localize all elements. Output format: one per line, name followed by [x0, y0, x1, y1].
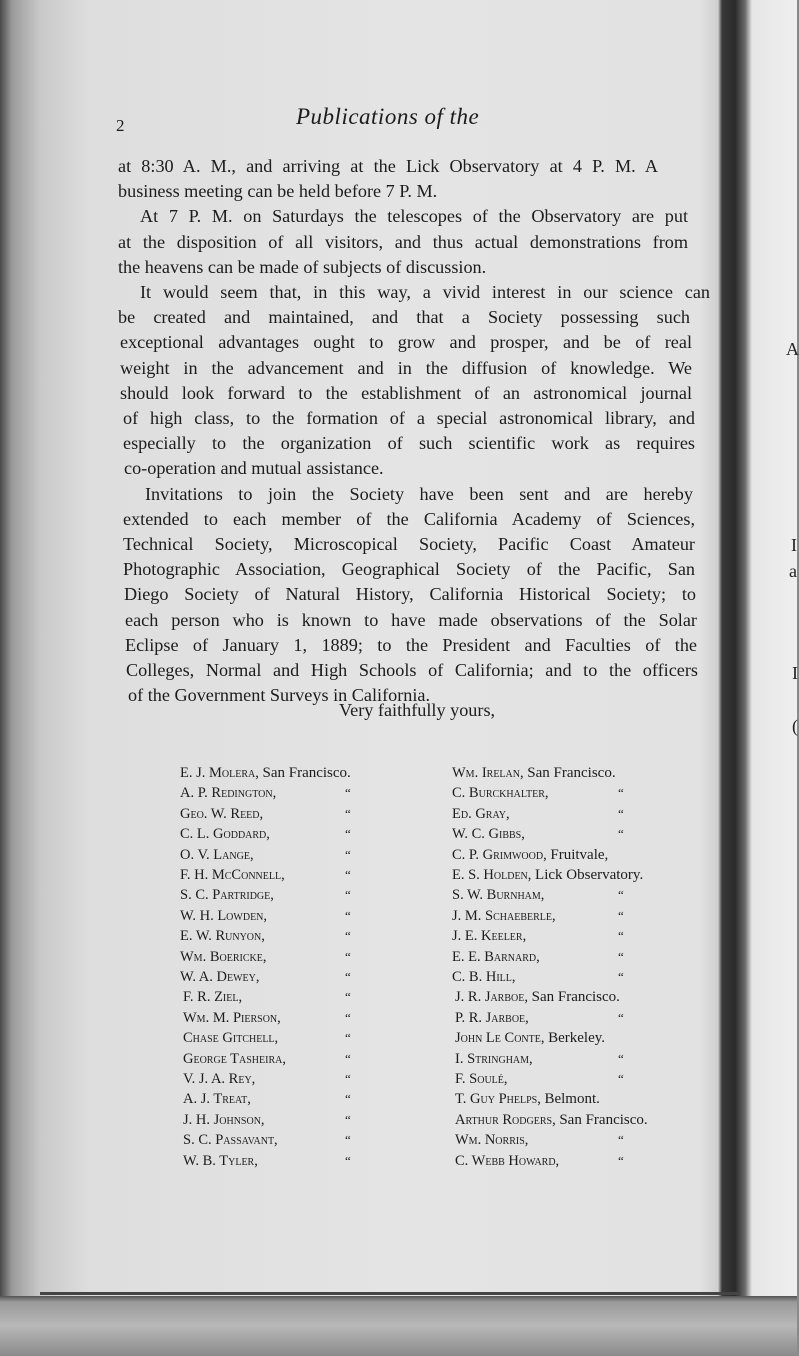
signatory-place: San Francisco.: [531, 989, 620, 1006]
ditto-mark: “: [345, 1009, 351, 1025]
signatory: [183, 1152, 258, 1170]
ditto-mark: “: [345, 1091, 351, 1107]
signatory: [452, 927, 526, 945]
ditto-mark: “: [618, 805, 624, 821]
ditto-mark: “: [618, 1152, 624, 1168]
signatory: [452, 886, 544, 904]
ditto-mark: “: [345, 1050, 351, 1066]
signatory: [455, 1009, 529, 1027]
signatory-name: George Tasheira,: [183, 1050, 286, 1067]
signatory: [180, 764, 351, 782]
signatory: [452, 805, 510, 823]
signatory-place: Fruitvale,: [550, 846, 609, 863]
signatory: [183, 1009, 281, 1027]
body-line: exceptional advantages ought to grow and prosper, and be of real: [120, 332, 692, 353]
signatory-name: C. P. Grimwood,: [452, 846, 547, 863]
signatory: [183, 1090, 251, 1108]
signatory: [455, 1152, 559, 1170]
body-line: extended to each member of the California Academy of Sciences,: [123, 508, 695, 529]
ditto-mark: “: [345, 928, 351, 944]
signatory: [455, 1131, 528, 1149]
closing: Very faithfully yours,: [339, 700, 496, 720]
facing-page-letter: A: [786, 339, 799, 359]
signatory: [180, 948, 266, 966]
facing-page-letter: I: [792, 663, 798, 683]
signatory: [452, 866, 643, 884]
signatory: [452, 764, 616, 782]
body-line: Technical Society, Microscopical Society, Pacific Coast Amateur: [123, 534, 695, 554]
ditto-mark: “: [345, 826, 351, 842]
signatory-name: J. M. Schaeberle,: [452, 907, 556, 924]
signatory: [183, 988, 242, 1006]
signatory: [180, 968, 260, 986]
signatory-name: John Le Conte,: [455, 1030, 545, 1047]
body-line: at the disposition of all visitors, and thus actual demonstrations from: [118, 231, 688, 252]
body-line: of high class, to the formation of a special astronomical library, and: [123, 408, 695, 428]
ditto-mark: “: [618, 1050, 624, 1066]
facing-page-letter: (: [792, 716, 798, 736]
ditto-mark: “: [618, 928, 624, 944]
signatory: [183, 1029, 278, 1047]
signatory-place: San Francisco.: [527, 765, 616, 781]
signatory-name: Wm. Irelan,: [452, 765, 524, 781]
ditto-mark: “: [345, 948, 351, 964]
signatory: [452, 968, 516, 986]
body-line: It would seem that, in this way, a vivid interest in our science can: [140, 282, 710, 302]
signatory: [455, 1111, 648, 1129]
body-line: business meeting can be held before 7 P. M.: [118, 181, 438, 202]
signatory-place: Belmont.: [544, 1091, 600, 1108]
signatory-place: San Francisco.: [559, 1111, 648, 1128]
signatory: [180, 866, 285, 884]
signatory-name: W. C. Gibbs,: [452, 826, 525, 843]
signatory: [180, 907, 267, 925]
ditto-mark: “: [618, 969, 624, 984]
ditto-mark: “: [618, 1071, 624, 1086]
signatory-name: A. P. Redington,: [180, 785, 277, 802]
facing-page-letter: a: [789, 561, 797, 581]
ditto-mark: “: [618, 907, 624, 923]
signatory-name: Wm. M. Pierson,: [183, 1009, 281, 1026]
signatory-name: E. J. Molera,: [180, 765, 259, 781]
facing-page-letter: I: [791, 535, 797, 555]
signatory: [183, 1070, 255, 1088]
signatory: [452, 846, 608, 864]
signatory-name: J. E. Keeler,: [452, 928, 527, 945]
body-line: At 7 P. M. on Saturdays the telescopes of the Observatory are put: [140, 206, 688, 227]
ditto-mark: “: [345, 1152, 351, 1168]
page-number: 2: [116, 116, 125, 135]
body-line: at 8:30 A. M., and arriving at the Lick Observatory at 4 P. M. A: [118, 156, 658, 176]
signatory-name: Wm. Boericke,: [180, 948, 267, 965]
signatory: [452, 907, 556, 925]
body-line: co-operation and mutual assistance.: [124, 458, 384, 479]
signatory: [180, 846, 254, 864]
body-line: especially to the organization of such scientific work as requires: [123, 433, 695, 454]
ditto-mark: “: [345, 1111, 351, 1127]
signatory-name: E. E. Barnard,: [452, 948, 540, 965]
signatory-name: E. S. Holden,: [452, 867, 532, 883]
ditto-mark: “: [345, 846, 351, 862]
signatory-name: T. Guy Phelps,: [455, 1091, 541, 1108]
signatory: [183, 1111, 265, 1129]
signatory-name: P. R. Jarboe,: [455, 1009, 529, 1026]
body-line: of the Government Surveys in California.: [128, 685, 431, 706]
ditto-mark: “: [345, 907, 351, 923]
running-title: Publications of the: [296, 104, 480, 129]
body-line: weight in the advancement and in the diffusion of knowledge. We: [120, 357, 692, 378]
body-line: the heavens can be made of subjects of discussion.: [118, 256, 487, 277]
signatory-place: San Francisco.: [262, 765, 351, 781]
ditto-mark: “: [345, 1132, 351, 1148]
signatory: [455, 988, 620, 1006]
ditto-mark: “: [618, 1009, 624, 1025]
ditto-mark: “: [618, 887, 624, 903]
signatory-name: O. V. Lange,: [180, 846, 254, 863]
signatory-name: S. C. Partridge,: [180, 887, 274, 904]
signatory-name: Chase Gitchell,: [183, 1030, 279, 1047]
body-line: should look forward to the establishment of an astronomical journal: [120, 382, 692, 403]
ditto-mark: “: [345, 887, 351, 903]
ditto-mark: “: [618, 1132, 624, 1148]
signatory-name: F. Soulé,: [455, 1071, 508, 1087]
signatory: [180, 784, 276, 802]
signatory-name: V. J. A. Rey,: [183, 1071, 256, 1087]
signatory: [183, 1131, 278, 1149]
signatory-name: W. B. Tyler,: [183, 1152, 258, 1169]
signatory: [183, 1050, 286, 1068]
body-line: Eclipse of January 1, 1889; to the President and Faculties of the: [125, 634, 697, 655]
ditto-mark: “: [345, 1030, 351, 1046]
signatory: [452, 948, 540, 966]
signatory: [455, 1050, 533, 1068]
signatory-name: Wm. Norris,: [455, 1132, 529, 1149]
signatory: [180, 805, 263, 823]
body-line: each person who is known to have made observations of the Solar: [125, 609, 697, 630]
signatory-name: J. H. Johnson,: [183, 1111, 265, 1128]
signatory-name: C. L. Goddard,: [180, 826, 270, 843]
page-edge: [40, 1292, 740, 1295]
signatory-name: Ed. Gray,: [452, 805, 510, 822]
signatory-name: A. J. Treat,: [183, 1091, 251, 1108]
signatory-name: W. H. Lowden,: [180, 907, 268, 924]
body-line: Photographic Association, Geographical Society of the Pacific, San: [123, 559, 695, 580]
signatory: [452, 784, 549, 802]
ditto-mark: “: [345, 969, 351, 984]
signatory-name: C. Webb Howard,: [455, 1152, 560, 1169]
signatory-name: F. R. Ziel,: [183, 989, 243, 1006]
ditto-mark: “: [345, 989, 351, 1005]
signatory-name: J. R. Jarboe,: [455, 989, 528, 1006]
ditto-mark: “: [345, 805, 351, 821]
ditto-mark: “: [345, 785, 351, 801]
signatory-name: W. A. Dewey,: [180, 969, 260, 985]
body-line: Diego Society of Natural History, California Historical Society; to: [124, 584, 696, 605]
page-bottom-shadow: [0, 1296, 797, 1356]
ditto-mark: “: [618, 948, 624, 964]
signatory-name: S. W. Burnham,: [452, 887, 545, 904]
signatory-name: Arthur Rodgers,: [455, 1111, 556, 1128]
signatory-place: Berkeley.: [548, 1030, 606, 1047]
signatory: [180, 886, 274, 904]
ditto-mark: “: [345, 1071, 351, 1086]
signatory: [455, 1090, 600, 1108]
signatory: [180, 825, 270, 843]
body-line: be created and maintained, and that a Society possessing such: [118, 307, 690, 328]
signatory: [455, 1029, 605, 1047]
body-line: Invitations to join the Society have been sent and are hereby: [145, 483, 693, 504]
ditto-mark: “: [345, 867, 351, 882]
signatory-name: C. Burckhalter,: [452, 785, 549, 802]
signatory-place: Lick Observatory.: [535, 867, 644, 883]
ditto-mark: “: [618, 826, 624, 842]
signatory: [452, 825, 525, 843]
ditto-mark: “: [618, 785, 624, 801]
signatory-name: C. B. Hill,: [452, 969, 516, 985]
signatory-name: I. Stringham,: [455, 1050, 533, 1067]
signatory-name: E. W. Runyon,: [180, 928, 265, 945]
signatory-name: S. C. Passavant,: [183, 1132, 278, 1149]
signatory: [180, 927, 265, 945]
signatory-name: F. H. McConnell,: [180, 867, 285, 883]
signatory: [455, 1070, 508, 1088]
body-line: Colleges, Normal and High Schools of California; and to the officers: [126, 660, 698, 680]
signatory-name: Geo. W. Reed,: [180, 805, 264, 822]
